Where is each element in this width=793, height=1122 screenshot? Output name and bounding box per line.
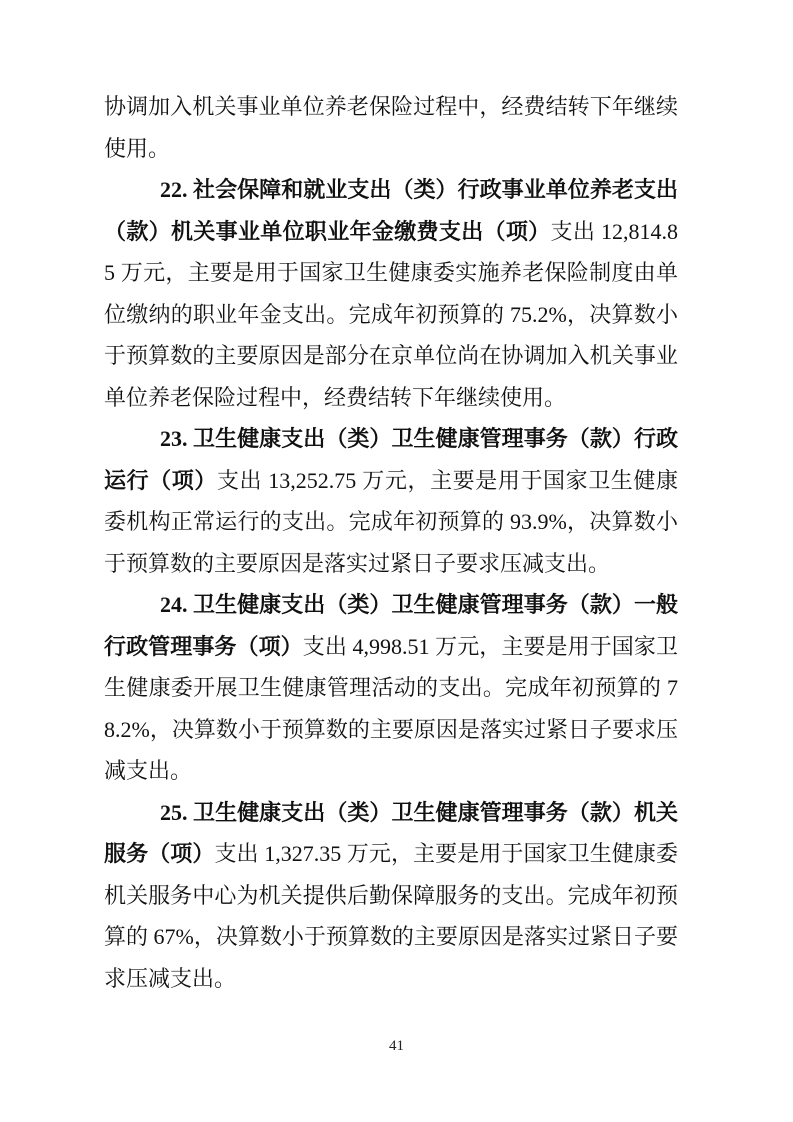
paragraph-item-25 xyxy=(104,792,678,1000)
paragraph-item-23 xyxy=(104,418,678,584)
text-segment: 协调加入机关事业单位养老保险过程中，经费结转下年继续使用。 xyxy=(104,94,678,161)
text-segment: 支出 13,252.75 万元，主要是用于国家卫生健康委机构正常运行的支出。完成年初预算的 93.9%，决算数小于预算数的主要原因是落实过紧日子要求压减支出。 xyxy=(104,467,678,576)
page-number: 41 xyxy=(389,1038,404,1054)
document-body xyxy=(104,86,678,999)
text-segment-bold: 23. 卫生健康支出（类）卫生健康管理事务（款）行政运行（项） xyxy=(104,426,678,493)
paragraph-continuation xyxy=(104,86,678,169)
paragraph-item-24 xyxy=(104,584,678,792)
paragraph-item-22 xyxy=(104,169,678,418)
text-segment: 支出 4,998.51 万元，主要是用于国家卫生健康委开展卫生健康管理活动的支出。完成年初预算的 78.2%，决算数小于预算数的主要原因是落实过紧日子要求压减支出。 xyxy=(104,633,678,783)
text-segment: 支出 12,814.85 万元，主要是用于国家卫生健康委实施养老保险制度由单位缴纳的职业年金支出。完成年初预算的 75.2%，决算数小于预算数的主要原因是部分在京单位尚在协调加入机关事业单位养老保险过程中，经费结转下年继续使用。 xyxy=(104,218,678,410)
text-segment: 支出 1,327.35 万元，主要是用于国家卫生健康委机关服务中心为机关提供后勤保障服务的支出。完成年初预算的 67%，决算数小于预算数的主要原因是落实过紧日子要求压减支出。 xyxy=(104,841,678,991)
text-segment-bold: 25. 卫生健康支出（类）卫生健康管理事务（款）机关服务（项） xyxy=(104,799,678,866)
text-segment-bold: 22. 社会保障和就业支出（类）行政事业单位养老支出（款）机关事业单位职业年金缴费支出（项） xyxy=(104,177,678,244)
text-segment-bold: 24. 卫生健康支出（类）卫生健康管理事务（款）一般行政管理事务（项） xyxy=(104,592,678,659)
